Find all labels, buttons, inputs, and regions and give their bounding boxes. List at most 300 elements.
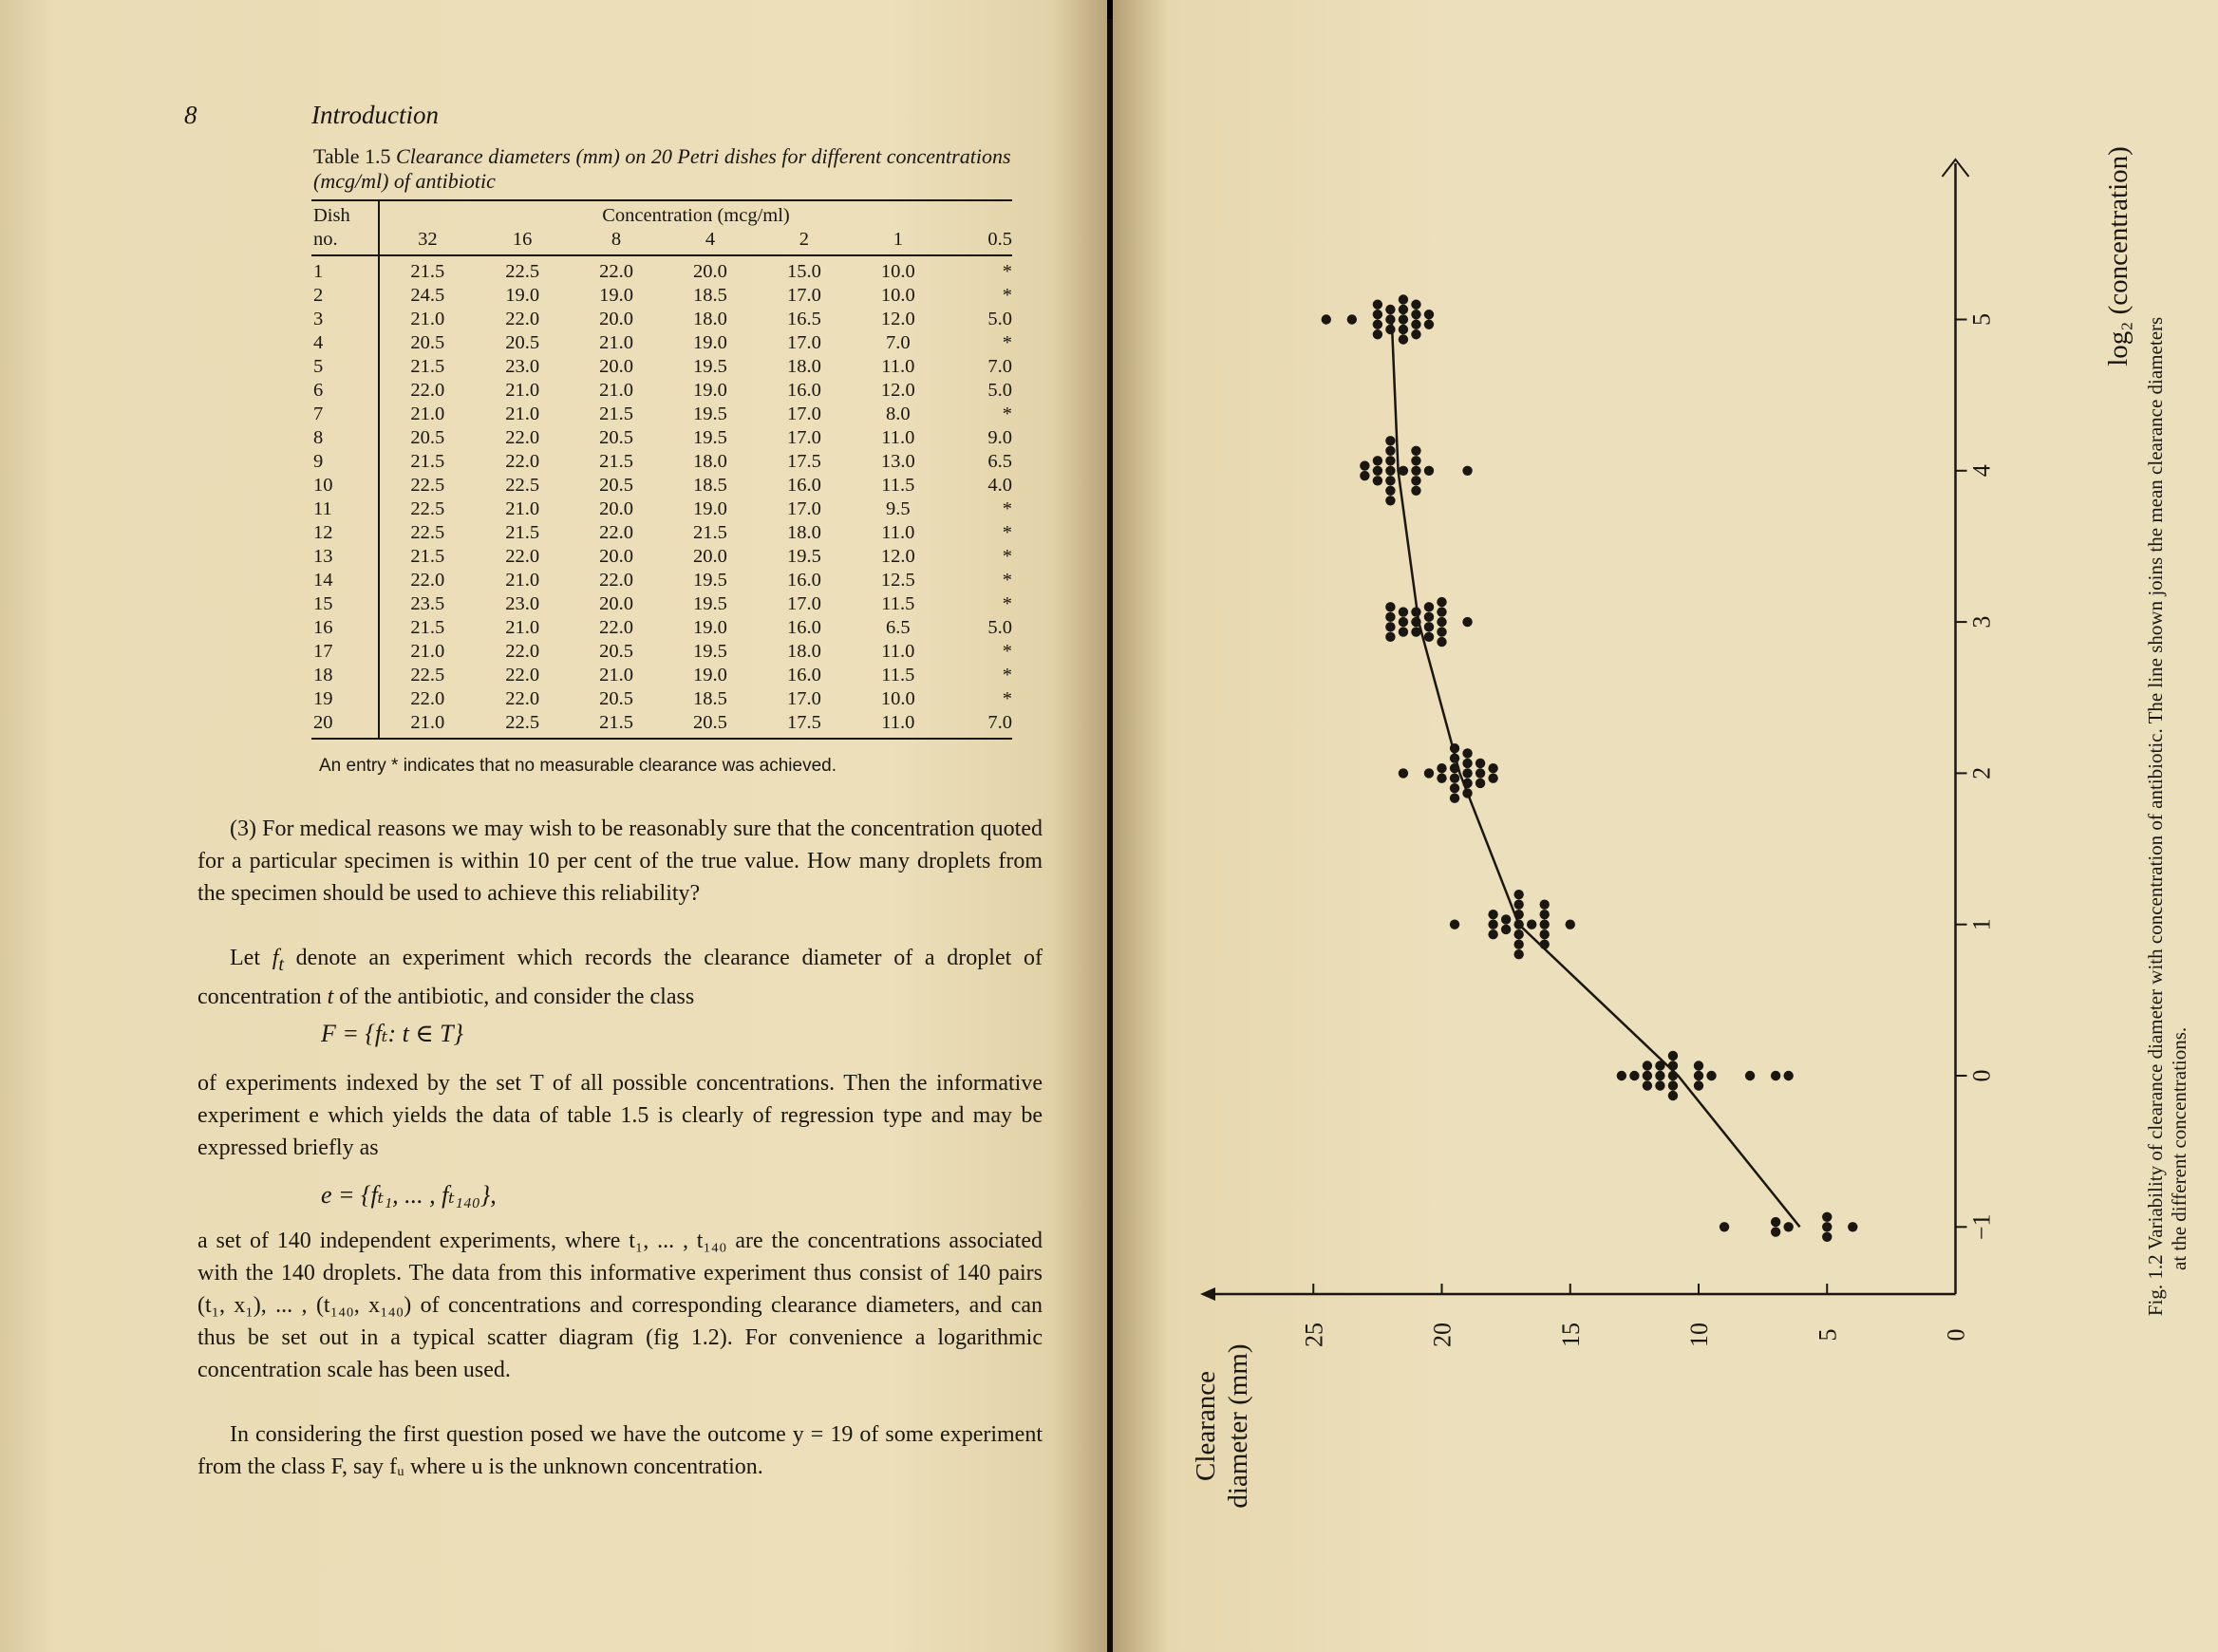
- table-row: [311, 687, 1012, 711]
- data-point: [1513, 929, 1523, 939]
- data-point: [1745, 1071, 1755, 1080]
- data-point: [1411, 320, 1420, 329]
- x-tick-label: −1: [1967, 1213, 1996, 1241]
- table-cell: 22.0: [599, 570, 633, 591]
- table-row: [311, 331, 1012, 355]
- table-cell: 12.0: [880, 309, 915, 329]
- data-point: [1385, 446, 1395, 456]
- table-cell: 17.5: [786, 451, 821, 472]
- data-point: [1655, 1080, 1664, 1090]
- table-row: [311, 592, 1012, 616]
- paragraph-first-question: In considering the first question posed we have the outcome y = 19 of some experiment from the class F, say fᵤ where u is the unknown concentration.: [197, 1422, 1043, 1479]
- table-row: [311, 711, 1012, 739]
- x-tick-label: 2: [1967, 766, 1996, 779]
- data-point: [1411, 466, 1420, 476]
- data-point: [1822, 1222, 1832, 1231]
- data-point: [1513, 920, 1523, 929]
- table-cell: 12.5: [880, 570, 915, 591]
- concentration-group-header: Concentration (mcg/ml): [379, 200, 1012, 228]
- data-point: [1373, 329, 1382, 339]
- data-point: [1501, 925, 1511, 934]
- mean-line: [1392, 320, 1800, 1228]
- dish-number: 14: [311, 569, 379, 592]
- dish-number: 16: [311, 616, 379, 640]
- data-point: [1540, 900, 1550, 910]
- table-row: [311, 284, 1012, 308]
- paragraph-140-experiments: a set of 140 independent experiments, where t₁, ... , t₁₄₀ are the concentrations associated with the 140 droplets. The data from this informative experiment thus consist of 140 pairs (t₁, x₁), ... , (t₁₄₀, x₁₄₀) of concentrations and corresponding clearance diameters, and can thus be set out in a typical scatter diagram (fig 1.2). For convenience a logarithmic concentration scale has been used.: [197, 1229, 1043, 1382]
- table-cell: 13.0: [880, 451, 915, 472]
- data-point: [1655, 1071, 1664, 1080]
- table-cell: 9.0: [987, 427, 1012, 448]
- table-cell: 19.5: [693, 356, 727, 377]
- table-row: [311, 545, 1012, 569]
- data-point: [1617, 1071, 1626, 1080]
- table-cell: 21.5: [599, 404, 633, 424]
- table-cell: 22.5: [410, 498, 445, 519]
- table-cell: 20.5: [599, 688, 633, 709]
- y-tick-label: 5: [1814, 1328, 1842, 1342]
- data-point: [1527, 920, 1536, 929]
- table-cell: 19.0: [693, 332, 727, 353]
- table-cell: 21.5: [410, 617, 445, 638]
- data-point: [1822, 1212, 1832, 1222]
- table-cell: *: [1002, 546, 1012, 567]
- data-point: [1373, 466, 1382, 476]
- table-cell: 21.5: [570, 711, 664, 739]
- data-point: [1450, 773, 1459, 782]
- table-cell: 19.0: [599, 285, 633, 306]
- table-cell: 18.5: [693, 688, 727, 709]
- dish-number: 10: [311, 474, 379, 497]
- table-cell: 18.0: [693, 451, 727, 472]
- dish-number: 15: [311, 592, 379, 616]
- table-cell: 17.0: [786, 427, 821, 448]
- data-point: [1385, 456, 1395, 465]
- table-cell: 15.0: [786, 261, 821, 282]
- table-cell: 20.5: [599, 475, 633, 496]
- data-point: [1424, 612, 1434, 622]
- table-cell: 21.5: [410, 356, 445, 377]
- data-point: [1437, 763, 1446, 773]
- table-row: [311, 308, 1012, 331]
- data-point: [1437, 617, 1446, 627]
- data-point: [1668, 1091, 1678, 1100]
- table-cell: 18.0: [786, 641, 821, 662]
- table-cell: 11.0: [851, 711, 945, 739]
- data-point: [1437, 637, 1446, 647]
- table-cell: 22.0: [599, 522, 633, 543]
- table-cell: 11.0: [881, 427, 915, 448]
- data-point: [1450, 743, 1459, 753]
- table-caption: [313, 144, 1016, 194]
- dish-number: 13: [311, 545, 379, 569]
- data-point: [1488, 929, 1497, 939]
- data-point: [1385, 466, 1395, 476]
- para2-f: f: [272, 946, 279, 970]
- table-cell: 18.5: [693, 475, 727, 496]
- table-cell: *: [1002, 498, 1012, 519]
- table-cell: 22.0: [599, 261, 633, 282]
- table-cell: 21.0: [599, 380, 633, 401]
- table-caption-number: Table 1.5: [313, 144, 391, 168]
- x-tick-label: 4: [1967, 464, 1996, 478]
- table-row: [311, 255, 1012, 284]
- table-cell: 17.0: [786, 498, 821, 519]
- data-point: [1540, 940, 1550, 949]
- data-point: [1411, 486, 1420, 496]
- dish-number: 5: [311, 355, 379, 379]
- data-point: [1668, 1051, 1678, 1061]
- table-cell: 18.0: [786, 356, 821, 377]
- column-header-2: 2: [757, 228, 851, 255]
- table-cell: 7.0: [987, 356, 1012, 377]
- table-cell: 21.5: [693, 522, 727, 543]
- table-cell: 21.0: [505, 570, 540, 591]
- table-cell: 19.0: [693, 498, 727, 519]
- data-point: [1462, 759, 1472, 768]
- dish-number: 3: [311, 308, 379, 331]
- data-point: [1360, 471, 1369, 480]
- table-cell: 21.0: [505, 404, 540, 424]
- scatter-chart: [1113, 0, 2218, 1652]
- table-cell: 21.0: [505, 380, 540, 401]
- table-cell: *: [1002, 665, 1012, 685]
- data-point: [1450, 783, 1459, 793]
- data-point: [1513, 940, 1523, 949]
- y-axis-arrow-icon: [1200, 1287, 1215, 1301]
- table-row: [311, 450, 1012, 474]
- column-header-32: 32: [379, 228, 476, 255]
- table-cell: 21.0: [379, 711, 476, 739]
- dish-number: 20: [311, 711, 379, 739]
- data-point: [1424, 622, 1434, 631]
- table-cell: 22.0: [505, 688, 540, 709]
- table-cell: 22.0: [505, 665, 540, 685]
- table-cell: 22.0: [505, 451, 540, 472]
- data-point: [1771, 1071, 1780, 1080]
- dish-number: 4: [311, 331, 379, 355]
- data-point: [1424, 602, 1434, 611]
- table-cell: 20.5: [599, 427, 633, 448]
- table-cell: 20.0: [693, 546, 727, 567]
- dish-number: 1: [311, 255, 379, 284]
- data-point: [1462, 617, 1472, 627]
- formula-experiment-e: e = {fₜ₁, ... , fₜ₁₄₀},: [321, 1181, 497, 1209]
- para2-t-sub: t: [278, 953, 284, 975]
- table-cell: 23.0: [505, 356, 540, 377]
- data-point: [1783, 1222, 1793, 1231]
- data-point: [1411, 627, 1420, 636]
- table-cell: 19.0: [693, 665, 727, 685]
- table-cell: 7.0: [945, 711, 1012, 739]
- data-point: [1694, 1080, 1703, 1090]
- column-header-row: [311, 228, 1012, 255]
- data-point: [1706, 1071, 1716, 1080]
- table-row: [311, 569, 1012, 592]
- table-cell: 20.0: [599, 356, 633, 377]
- table-cell: 19.0: [693, 617, 727, 638]
- y-tick-label: 0: [1942, 1328, 1970, 1342]
- table-cell: 18.0: [786, 522, 821, 543]
- x-tick-label: 5: [1967, 313, 1996, 326]
- data-point: [1385, 622, 1395, 631]
- table-cell: 17.0: [786, 688, 821, 709]
- data-point: [1399, 325, 1408, 334]
- data-point: [1566, 920, 1575, 929]
- para2-tvar: t: [327, 984, 334, 1009]
- column-header-8: 8: [570, 228, 664, 255]
- data-point: [1513, 910, 1523, 919]
- dish-number: 7: [311, 403, 379, 426]
- table-cell: 17.0: [786, 593, 821, 614]
- table-cell: 11.5: [881, 593, 915, 614]
- table-row: [311, 521, 1012, 545]
- data-point: [1513, 949, 1523, 959]
- data-point: [1450, 763, 1459, 773]
- data-point: [1668, 1080, 1678, 1090]
- y-tick-label: 15: [1556, 1323, 1585, 1347]
- table-cell: 11.0: [881, 522, 915, 543]
- left-page: [0, 0, 1107, 1652]
- data-point: [1450, 920, 1459, 929]
- data-point: [1476, 768, 1485, 778]
- table-cell: 19.5: [693, 593, 727, 614]
- data-point: [1399, 314, 1408, 324]
- table-cell: 11.5: [881, 475, 915, 496]
- table-cell: 16.0: [786, 665, 821, 685]
- data-point: [1462, 748, 1472, 758]
- data-point: [1399, 334, 1408, 344]
- data-point: [1399, 627, 1408, 636]
- table-cell: 19.0: [693, 380, 727, 401]
- table-cell: *: [1002, 522, 1012, 543]
- data-point: [1771, 1227, 1780, 1236]
- table-cell: 8.0: [886, 404, 911, 424]
- data-point: [1694, 1061, 1703, 1070]
- column-header-0.5: 0.5: [945, 228, 1012, 255]
- table-cell: 18.0: [693, 309, 727, 329]
- table-cell: *: [1002, 404, 1012, 424]
- table-cell: 22.0: [410, 688, 445, 709]
- data-point: [1450, 793, 1459, 802]
- running-head: Introduction: [311, 101, 439, 129]
- table-cell: 23.5: [410, 593, 445, 614]
- table-cell: 20.0: [599, 593, 633, 614]
- para2-c: of the antibiotic, and consider the class: [333, 984, 695, 1009]
- table-cell: 17.0: [786, 332, 821, 353]
- data-point: [1513, 890, 1523, 899]
- table-cell: 11.5: [881, 665, 915, 685]
- data-point: [1385, 436, 1395, 445]
- right-page: [1113, 0, 2218, 1652]
- table-cell: 23.0: [505, 593, 540, 614]
- data-point: [1476, 779, 1485, 788]
- dish-number: 17: [311, 640, 379, 664]
- table-cell: 4.0: [987, 475, 1012, 496]
- table-cell: *: [1002, 332, 1012, 353]
- data-point: [1385, 314, 1395, 324]
- data-point: [1668, 1071, 1678, 1080]
- table-cell: 10.0: [880, 285, 915, 306]
- table-cell: 21.0: [410, 641, 445, 662]
- table-cell: 20.5: [664, 711, 758, 739]
- column-header-4: 4: [664, 228, 758, 255]
- table-row: [311, 664, 1012, 687]
- data-point: [1694, 1071, 1703, 1080]
- table-cell: 10.0: [880, 261, 915, 282]
- table-cell: 20.0: [693, 261, 727, 282]
- data-point: [1643, 1061, 1652, 1070]
- data-point: [1488, 920, 1497, 929]
- figure-caption-line2: at the different concentrations.: [2168, 1026, 2190, 1270]
- data-point: [1360, 460, 1369, 470]
- table-row: [311, 616, 1012, 640]
- data-point: [1462, 466, 1472, 476]
- table-cell: 20.0: [599, 546, 633, 567]
- table-cell: 5.0: [987, 617, 1012, 638]
- data-point: [1424, 310, 1434, 319]
- table-cell: 19.5: [693, 641, 727, 662]
- table-cell: 22.5: [505, 261, 540, 282]
- table-cell: 19.0: [505, 285, 540, 306]
- data-point: [1347, 314, 1357, 324]
- table-cell: 16.0: [786, 380, 821, 401]
- table-row: [311, 640, 1012, 664]
- table-note: An entry * indicates that no measurable clearance was achieved.: [319, 756, 836, 776]
- dish-number: 18: [311, 664, 379, 687]
- data-point: [1488, 773, 1497, 782]
- table-cell: 19.5: [693, 404, 727, 424]
- paragraph-experiments: of experiments indexed by the set T of all possible concentrations. Then the informative experiment e which yields the data of table 1.5 is clearly of regression type and may be expressed briefly as: [197, 1071, 1043, 1160]
- table-cell: 22.0: [410, 380, 445, 401]
- figure-caption-line1: Fig. 1.2 Variability of clearance diameter with concentration of antibiotic. The line shown joins the mean clearance diameters: [2144, 316, 2167, 1317]
- data-point: [1513, 900, 1523, 910]
- table-cell: 24.5: [410, 285, 445, 306]
- table-row: [311, 355, 1012, 379]
- dish-number: 9: [311, 450, 379, 474]
- data-point: [1411, 476, 1420, 485]
- paragraph-let-ft: [197, 942, 1043, 1013]
- data-points: [1322, 294, 1858, 1242]
- dish-number: 2: [311, 284, 379, 308]
- x-tick-label: 3: [1967, 615, 1996, 629]
- table-row: [311, 403, 1012, 426]
- table-cell: 16.0: [786, 617, 821, 638]
- table-cell: 22.5: [476, 711, 570, 739]
- table-row: [311, 379, 1012, 403]
- table-cell: 21.0: [599, 665, 633, 685]
- dish-no-header: no.: [311, 228, 379, 255]
- table-cell: 21.0: [599, 332, 633, 353]
- data-point: [1385, 486, 1395, 496]
- table-cell: 7.0: [886, 332, 911, 353]
- table-cell: 10.0: [880, 688, 915, 709]
- table-cell: 22.5: [505, 475, 540, 496]
- table-cell: 20.5: [599, 641, 633, 662]
- y-axis-label-line2: diameter (mm): [1223, 1343, 1253, 1509]
- column-header-1: 1: [851, 228, 945, 255]
- data-point: [1462, 779, 1472, 788]
- data-point: [1385, 496, 1395, 505]
- table-cell: 20.0: [599, 309, 633, 329]
- data-point: [1411, 617, 1420, 627]
- data-point: [1488, 910, 1497, 919]
- data-point: [1437, 607, 1446, 616]
- table-cell: 16.5: [786, 309, 821, 329]
- data-point: [1399, 305, 1408, 314]
- data-point: [1424, 768, 1434, 778]
- data-point: [1437, 597, 1446, 607]
- data-point: [1450, 753, 1459, 762]
- table-row: [311, 497, 1012, 521]
- data-point: [1373, 310, 1382, 319]
- clearance-table: [311, 199, 1012, 740]
- data-point: [1399, 466, 1408, 476]
- dish-number: 11: [311, 497, 379, 521]
- dish-number: 12: [311, 521, 379, 545]
- data-point: [1373, 300, 1382, 310]
- data-point: [1385, 612, 1395, 622]
- table-cell: *: [1002, 593, 1012, 614]
- table-cell: 21.5: [410, 546, 445, 567]
- page-number: 8: [184, 101, 197, 129]
- table-cell: 11.0: [881, 641, 915, 662]
- table-cell: 12.0: [880, 380, 915, 401]
- table-cell: 18.5: [693, 285, 727, 306]
- table-cell: 22.5: [410, 475, 445, 496]
- table-cell: 21.5: [599, 451, 633, 472]
- para2-a: Let: [230, 946, 273, 970]
- table-cell: 6.5: [987, 451, 1012, 472]
- table-cell: 21.5: [410, 261, 445, 282]
- table-cell: 9.5: [886, 498, 911, 519]
- x-tick-label: 0: [1967, 1069, 1996, 1082]
- data-point: [1668, 1061, 1678, 1070]
- table-cell: 22.0: [505, 546, 540, 567]
- data-point: [1476, 759, 1485, 768]
- table-cell: *: [1002, 261, 1012, 282]
- dish-header: Dish: [311, 200, 379, 228]
- table-cell: 12.0: [880, 546, 915, 567]
- table-cell: 16.0: [786, 475, 821, 496]
- table-cell: 5.0: [987, 309, 1012, 329]
- table-cell: 22.0: [410, 570, 445, 591]
- table-cell: 20.0: [599, 498, 633, 519]
- data-point: [1411, 329, 1420, 339]
- data-point: [1643, 1080, 1652, 1090]
- data-point: [1501, 914, 1511, 924]
- table-cell: 21.0: [410, 404, 445, 424]
- x-tick-label: 1: [1967, 918, 1996, 931]
- data-point: [1399, 294, 1408, 304]
- column-header-16: 16: [476, 228, 570, 255]
- y-axis-label-line1: Clearance: [1191, 1371, 1221, 1481]
- data-point: [1540, 920, 1550, 929]
- table-body: [311, 255, 1012, 739]
- data-point: [1385, 602, 1395, 611]
- table-cell: 21.5: [410, 451, 445, 472]
- table-caption-text: Clearance diameters (mm) on 20 Petri dishes for different concentrations (mcg/ml) of antibiotic: [313, 144, 1011, 193]
- chart-axes: [1200, 160, 1969, 1301]
- data-point: [1411, 446, 1420, 456]
- data-point: [1462, 768, 1472, 778]
- dish-number: 6: [311, 379, 379, 403]
- paragraph-3: (3) For medical reasons we may wish to be reasonably sure that the concentration quoted for a particular specimen is within 10 per cent of the true value. How many droplets from the specimen should be used to achieve this reliability?: [197, 817, 1043, 906]
- dish-number: 8: [311, 426, 379, 450]
- data-point: [1373, 320, 1382, 329]
- data-point: [1411, 310, 1420, 319]
- data-point: [1629, 1071, 1639, 1080]
